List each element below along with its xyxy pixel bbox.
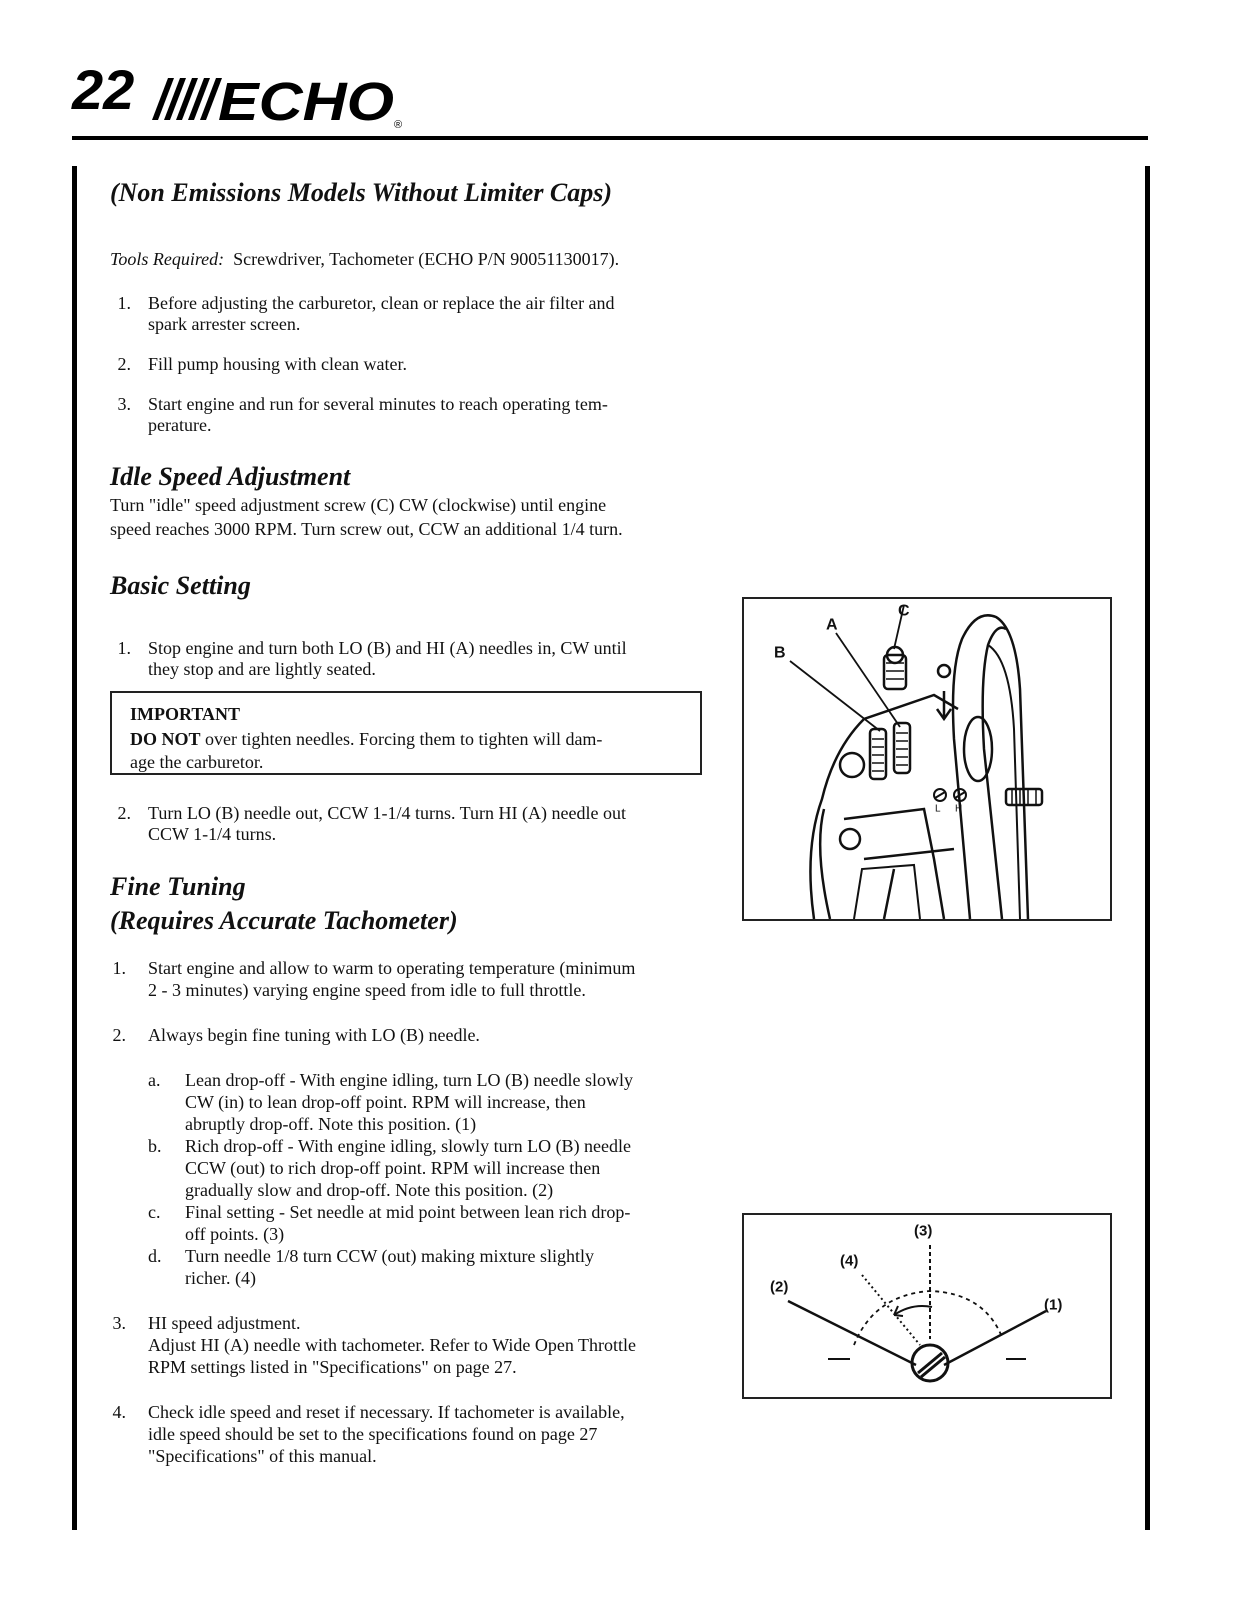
needle-position-figure — [742, 1213, 1112, 1399]
label-1: (1) — [1044, 1296, 1063, 1314]
echo-logo — [148, 74, 408, 137]
label-b: B — [774, 644, 786, 662]
tools-text: Screwdriver, Tachometer (ECHO P/N 90051130017). — [233, 249, 620, 269]
tools-label: Tools Required: — [110, 249, 225, 269]
label-c: C — [898, 602, 910, 620]
header-rule — [72, 136, 1148, 140]
important-title: IMPORTANT — [130, 704, 241, 724]
page-number: 22 — [72, 58, 135, 121]
label-2: (2) — [770, 1278, 789, 1296]
idle-text-line: Turn "idle" speed adjustment screw (C) CW (clockwise) until engine — [110, 495, 607, 515]
registered-mark: ® — [394, 119, 403, 131]
carburetor-figure — [742, 597, 1112, 921]
left-margin-bar — [72, 166, 77, 1530]
section-title: (Non Emissions Models Without Limiter Caps) — [110, 178, 613, 207]
brand-text: ECHO — [218, 74, 394, 132]
right-margin-bar — [1145, 166, 1150, 1530]
idle-heading: Idle Speed Adjustment — [110, 462, 351, 491]
label-3: (3) — [914, 1222, 933, 1240]
label-a: A — [826, 616, 838, 634]
important-box — [110, 691, 702, 775]
idle-text-line: speed reaches 3000 RPM. Turn screw out, CCW an additional 1/4 turn. — [110, 519, 623, 539]
fine-subheading: (Requires Accurate Tachometer) — [110, 906, 458, 935]
basic-heading: Basic Setting — [110, 571, 251, 600]
important-line-2: age the carburetor. — [130, 752, 264, 772]
mark-h: H — [955, 803, 963, 815]
label-4: (4) — [840, 1252, 859, 1270]
mark-l: L — [935, 803, 941, 815]
important-line-1: DO NOT over tighten needles. Forcing them to tighten will dam- — [130, 729, 603, 749]
tools-required — [110, 248, 619, 270]
fine-heading: Fine Tuning — [110, 872, 246, 901]
